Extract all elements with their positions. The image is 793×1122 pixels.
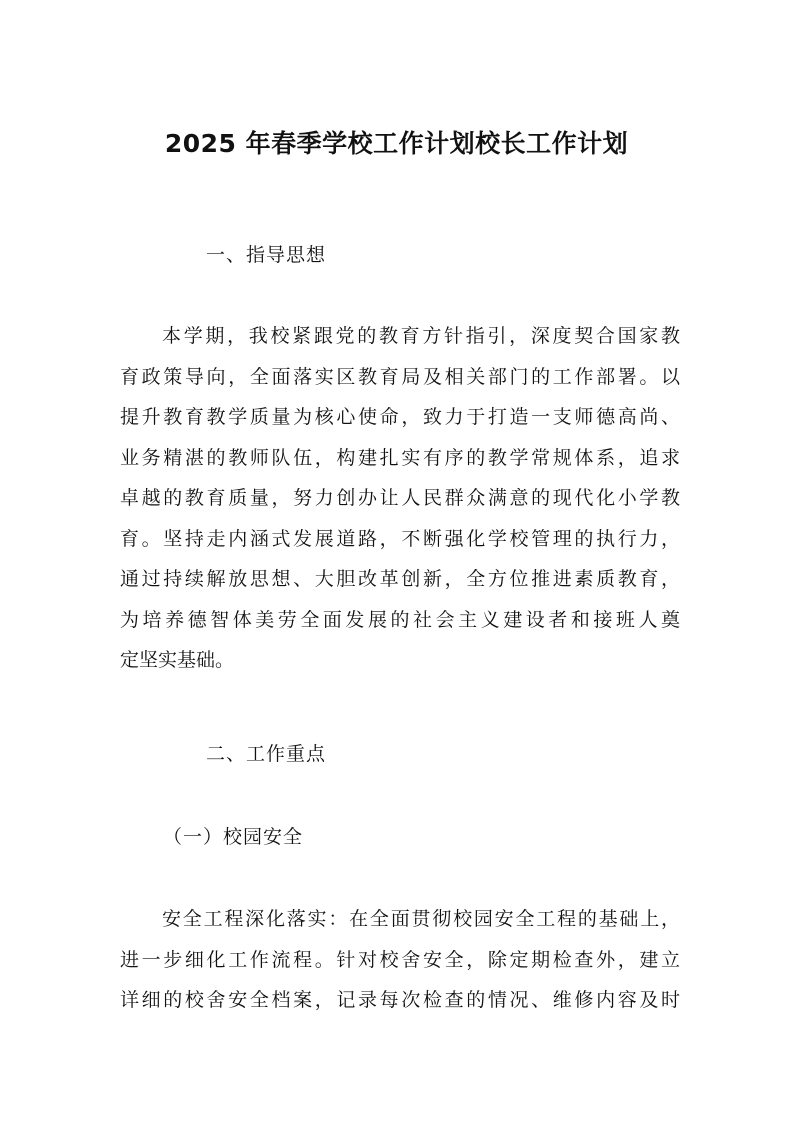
guiding-ideology-paragraph — [120, 316, 680, 681]
paragraph-line: 育政策导向，全面落实区教育局及相关部门的工作部署。以 — [120, 365, 680, 388]
paragraph-line: 为培养德智体美劳全面发展的社会主义建设者和接班人奠 — [120, 608, 680, 631]
paragraph-line: 业务精湛的教师队伍，构建扎实有序的教学常规体系，追求 — [120, 446, 680, 469]
paragraph-line: 通过持续解放思想、大胆改革创新，全方位推进素质教育， — [120, 568, 680, 590]
paragraph-line: 定坚实基础。 — [120, 649, 235, 671]
subsection-heading-campus-safety: （一）校园安全 — [163, 826, 304, 848]
paragraph-line: 本学期，我校紧跟党的教育方针指引，深度契合国家教 — [162, 325, 680, 347]
section-heading-guiding-ideology: 一、指导思想 — [206, 244, 327, 266]
paragraph-line: 进一步细化工作流程。针对校舍安全，除定期检查外，建立 — [120, 948, 680, 971]
paragraph-line: 安全工程深化落实：在全面贯彻校园安全工程的基础上， — [162, 908, 680, 930]
document-title: 2025 年春季学校工作计划校长工作计划 — [164, 129, 629, 158]
paragraph-line: 提升教育教学质量为核心使命，致力于打造一支师德高尚、 — [120, 406, 680, 428]
paragraph-line: 育。坚持走内涵式发展道路，不断强化学校管理的执行力， — [120, 527, 680, 550]
paragraph-line: 卓越的教育质量，努力创办让人民群众满意的现代化小学教 — [120, 487, 680, 509]
campus-safety-paragraph — [120, 899, 680, 1021]
paragraph-line: 详细的校舍安全档案，记录每次检查的情况、维修内容及时 — [120, 989, 680, 1011]
section-heading-work-focus: 二、工作重点 — [206, 743, 327, 765]
